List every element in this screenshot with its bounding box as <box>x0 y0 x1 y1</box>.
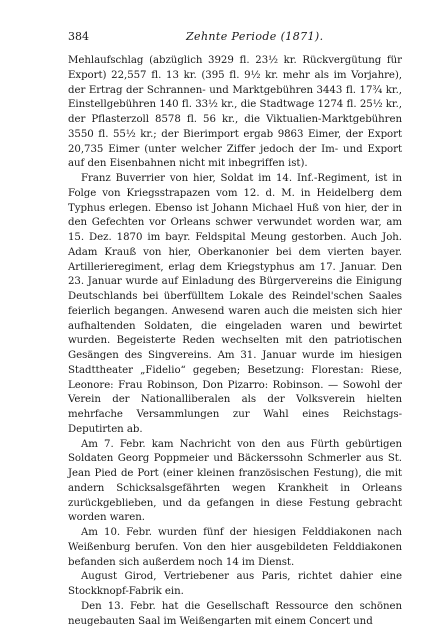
page-number: 384 <box>68 30 89 43</box>
page-header <box>68 30 402 43</box>
paragraph-continuation: Mehlaufschlag (abzüglich 3929 fl. 23½ kr. Rückvergütung für Export) 22,557 fl. 13 kr. (395 fl. 9½ kr. mehr als im Vorjahre), der Ertrag der Schrannen- und Marktgebühren 3443 fl. 17¾ kr., Einstellgebühren 140 fl. 33½ kr., die Stadtwage 1274 fl. 25½ kr., der Pflasterzoll 8578 fl. 56 kr., die Viktualien-Marktgebühren 3550 fl. 55½ kr.; der Bierimport ergab 9863 Eimer, der Export 20,735 Eimer (unter welcher Ziffer jedoch der Im- und Export auf den Eisenbahnen nicht mit inbegriffen ist). <box>68 55 402 170</box>
page-body <box>68 54 402 629</box>
paragraph: Am 10. Febr. wurden fünf der hiesigen Felddiakonen nach Weißenburg berufen. Von den hier ausgebildeten Felddiakonen befanden sich außerdem noch 14 im Dienst. <box>68 527 402 568</box>
paragraph: Den 13. Febr. hat die Gesellschaft Ressource den schönen neugebauten Saal im Weißengarten mit einem Concert und <box>68 600 402 627</box>
paragraph: Franz Buverrier von hier, Soldat im 14. Inf.-Regiment, ist in Folge von Kriegsstrapazen vom 12. d. M. in Heidelberg dem Typhus erlegen. Ebenso ist Johann Michael Huß von hier, der in den Gefechten vor Orleans schwer verwundet worden war, am 15. Dez. 1870 im bayr. Feldspital Meung gestorben. Auch Joh. Adam Krauß von hier, Oberkanonier bei dem vierten bayer. Artillerieregiment, erlag dem Kriegstyphus am 17. Januar. Den 23. Januar wurde auf Einladung des Bürgervereins die Einigung Deutschlands bei überfülltem Lokale des Reindel'schen Saales feierlich begangen. Anwesend waren auch die meisten sich hier aufhaltenden Soldaten, die eingeladen waren und bewirtet wurden. Begeisterte Reden wechselten mit den patriotischen Gesängen des Singvereins. Am 31. Januar wurde im hiesigen Stadttheater „Fidelio“ gegeben; Besetzung: Florestan: Riese, Leonore: Frau Robinson, Don Pizarro: Robinson. — Sowohl der Verein der Nationalliberalen als der Volksverein hielten mehrfache Versammlungen zur Wahl eines Reichstags-Deputirten ab. <box>68 173 402 435</box>
paragraph: August Girod, Vertriebener aus Paris, richtet dahier eine Stockknopf-Fabrik ein. <box>68 571 402 597</box>
paragraph: Am 7. Febr. kam Nachricht von den aus Fürth gebürtigen Soldaten Georg Poppmeier und Bäckerssohn Schmerler aus St. Jean Pied de Port (einer kleinen französischen Festung), die mit andern Schicksalsgefährten wegen Krankheit in Orleans zurückgeblieben, und da gefangen in diese Festung gebracht worden waren. <box>68 438 402 524</box>
running-title: Zehnte Periode (1871). <box>186 30 324 43</box>
